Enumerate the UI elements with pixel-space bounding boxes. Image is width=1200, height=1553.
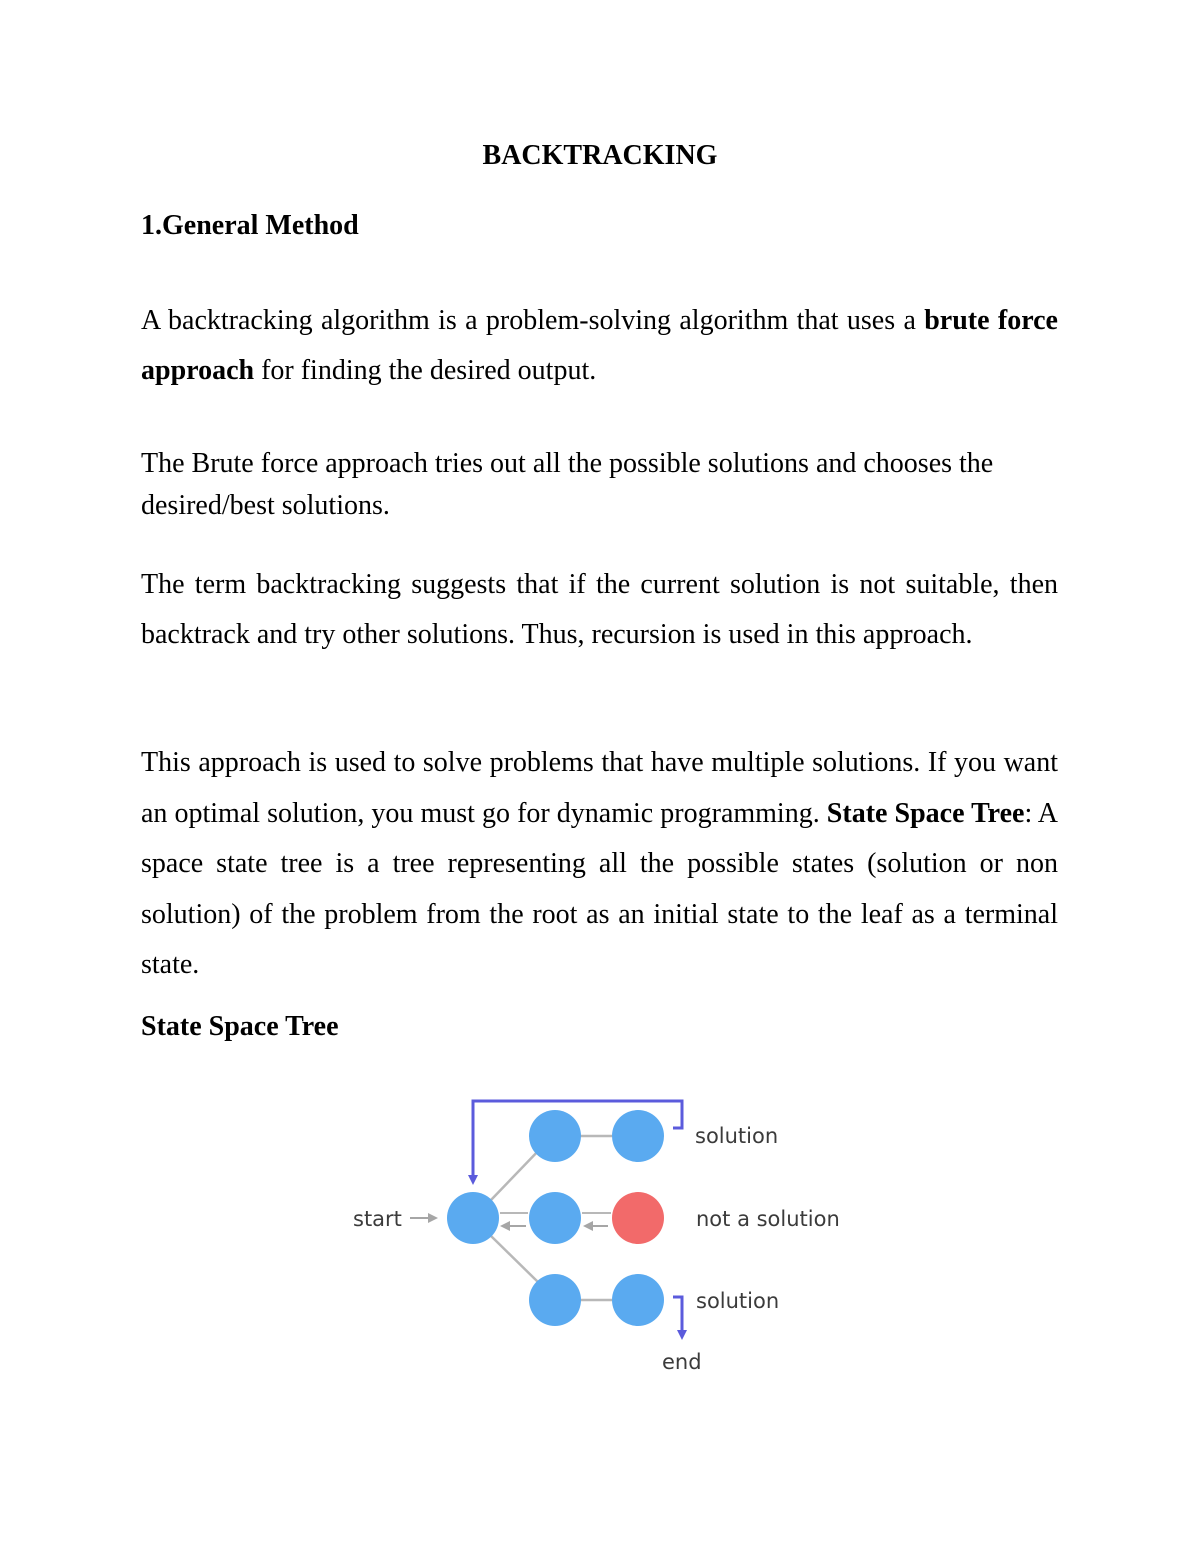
section-heading-general-method: 1.General Method	[141, 210, 359, 241]
bottom-end-path	[673, 1297, 682, 1335]
state-space-tree-diagram	[340, 1090, 860, 1380]
bottom-node-2	[612, 1274, 664, 1326]
section-heading-state-space-tree: State Space Tree	[141, 1011, 339, 1042]
label-solution-top: solution	[695, 1124, 779, 1148]
edge-root-bottom	[491, 1236, 540, 1284]
approach-text: This approach is used to solve problems that have multiple solutions. If you want an optimal solution, you must go for dynamic programming.	[141, 747, 1058, 829]
paragraph-brute-force: The Brute force approach tries out all the possible solutions and chooses the desired/best solutions.	[141, 448, 994, 521]
intro-text-end: for finding the desired output.	[254, 355, 597, 386]
edge-root-top	[491, 1148, 541, 1200]
label-start: start	[353, 1207, 402, 1231]
label-not-a-solution: not a solution	[696, 1207, 840, 1231]
paragraph-state-space	[141, 738, 1058, 991]
top-node-2	[612, 1110, 664, 1162]
top-node-1	[529, 1110, 581, 1162]
paragraph-backtracking-term: The term backtracking suggests that if the current solution is not suitable, then backtrack and try other solutions. Thus, recursion is used in this approach.	[141, 569, 1058, 650]
state-space-tree-term: State Space Tree	[826, 797, 1025, 829]
label-solution-bottom: solution	[696, 1289, 780, 1313]
page-title: BACKTRACKING	[482, 140, 718, 171]
root-node	[447, 1192, 499, 1244]
label-end: end	[662, 1350, 702, 1374]
paragraph-intro	[141, 296, 1058, 396]
middle-node-1	[529, 1192, 581, 1244]
intro-bold-term: brute force approach	[141, 305, 1058, 386]
intro-text-start: A backtracking algorithm is a problem-solving algorithm that uses a	[141, 305, 925, 336]
state-space-definition: : A space state tree is a tree representing all the possible states (solution or non solution) of the problem from the root as an initial state to the leaf as a terminal state.	[141, 797, 1058, 980]
middle-node-fail	[612, 1192, 664, 1244]
bottom-node-1	[529, 1274, 581, 1326]
